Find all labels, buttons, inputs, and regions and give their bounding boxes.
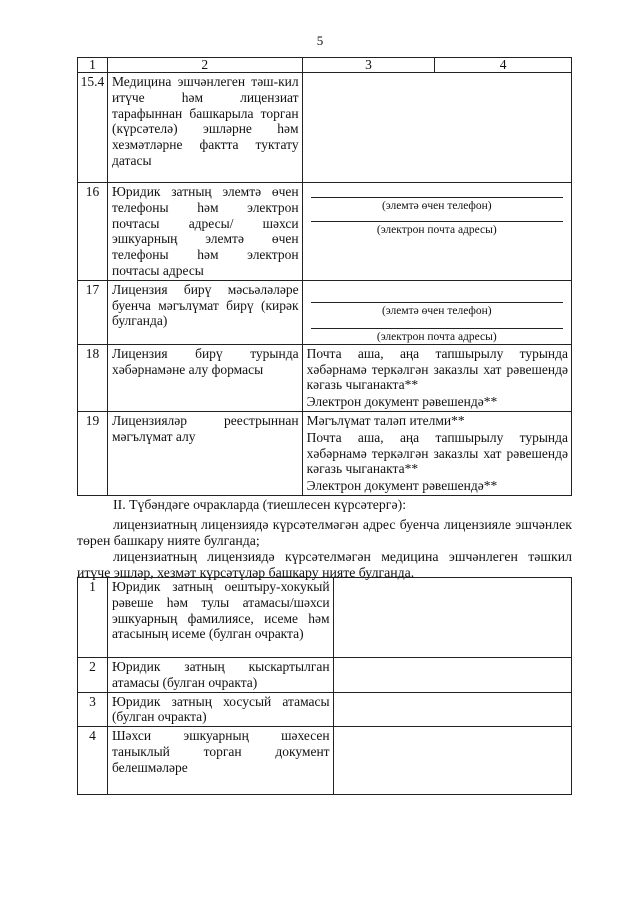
phone-caption: (элемтә өчен телефон)	[381, 304, 492, 317]
value-cell[interactable]	[302, 411, 571, 495]
option-electronic[interactable]: Электрон документ рәвешендә**	[306, 478, 498, 494]
row-label: Шәхси эшкуарның шәхесен таныклый торган документ белешмәләре	[111, 728, 330, 775]
option-not-required[interactable]: Мәгълүмат таләп ителми**	[306, 412, 465, 428]
row-number: 1	[78, 578, 108, 658]
row-number: 19	[78, 411, 108, 495]
email-caption: (электрон почта адресы)	[376, 224, 497, 236]
column-header: 4	[435, 58, 572, 73]
row-number: 18	[78, 344, 108, 411]
option-mail[interactable]: Почта аша, аңа тапшырылу турында хәбәрнамә теркәлгән заказлы хат рәвешендә кәгазь чыганакта**	[306, 429, 568, 477]
contact-value-cell[interactable]	[302, 183, 571, 281]
table-row	[78, 344, 572, 411]
column-header: 2	[107, 58, 302, 73]
row-number: 16	[78, 183, 108, 281]
page-number: 5	[316, 33, 324, 48]
email-caption: (электрон почта адресы)	[376, 330, 497, 343]
table-row	[78, 692, 572, 727]
value-cell[interactable]	[302, 344, 571, 411]
row-label: Медицина эшчәнлеген тәш-кил итүче һәм лицензиат тарафыннан башкарыла торган (күрсәтелә) эшләрне һәм хезмәтләрне фактта туктату датасы	[111, 74, 299, 168]
value-cell[interactable]	[333, 658, 571, 693]
row-number: 2	[78, 658, 108, 693]
row-label: Лицензия бирү мәсьәләләре буенча мәгълүмат бирү (кирәк булганда)	[111, 281, 299, 329]
table-row	[78, 280, 572, 344]
row-label: Юридик затның хосусый атамасы (булган очракта)	[111, 693, 330, 725]
table-row	[78, 73, 572, 183]
table-row	[78, 411, 572, 495]
applicant-info-table	[77, 577, 572, 795]
license-form-table	[77, 57, 572, 496]
value-cell[interactable]	[333, 727, 571, 795]
value-cell[interactable]	[333, 692, 571, 727]
table-row	[78, 578, 572, 658]
column-header: 1	[78, 58, 108, 73]
section-paragraph: лицензиатның лицензиядә күрсәтелмәгән адрес буенча лицензияле эшчәнлек төрен башкару нияте булганда;	[77, 517, 572, 548]
table-header-row	[78, 58, 572, 73]
table-row	[78, 727, 572, 795]
section-2	[77, 497, 572, 581]
table-row	[78, 183, 572, 281]
section-paragraph: лицензиатның лицензиядә күрсәтелмәгән медицина эшчәнлеген тәшкил итүче эшләр, хезмәт күрсәтүләр башкару нияте булганда.	[77, 549, 572, 580]
phone-caption: (элемтә өчен телефон)	[381, 200, 492, 212]
row-label: Лицензия бирү турында хәбәрнамәне алу формасы	[111, 345, 299, 377]
row-number: 4	[78, 727, 108, 795]
row-label: Лицензияләр реестрыннан мәгълүмат алу	[111, 412, 299, 444]
row-number: 17	[78, 280, 108, 344]
option-mail[interactable]: Почта аша, аңа тапшырылу турында хәбәрнамә теркәлгән заказлы хат рәвешендә кәгазь чыганакта**	[306, 345, 568, 393]
value-cell[interactable]	[333, 578, 571, 658]
option-electronic[interactable]: Электрон документ рәвешендә**	[306, 394, 498, 410]
section-heading: II. Түбәндәге очракларда (тиешлесен күрсәтергә):	[113, 497, 407, 512]
row-label: Юридик затның кыскартылган атамасы (булган очракта)	[111, 659, 330, 690]
column-header: 3	[302, 58, 435, 73]
contact-value-cell[interactable]	[302, 280, 571, 344]
value-cell[interactable]	[302, 73, 571, 183]
row-label: Юридик затның элемтә өчен телефоны һәм электрон почтасы адресы/ шәхси эшкуарның элемтә өчен телефоны һәм электрон почтасы адресы	[111, 184, 299, 278]
table-row	[78, 658, 572, 693]
row-number: 3	[78, 692, 108, 727]
row-label: Юридик затның оештыру-хокукый рәвеше һәм тулы атамасы/шәхси эшкуарның фамилиясе, исеме һәм атасының исеме (булган очракта)	[111, 579, 330, 642]
row-number: 15.4	[78, 73, 108, 183]
